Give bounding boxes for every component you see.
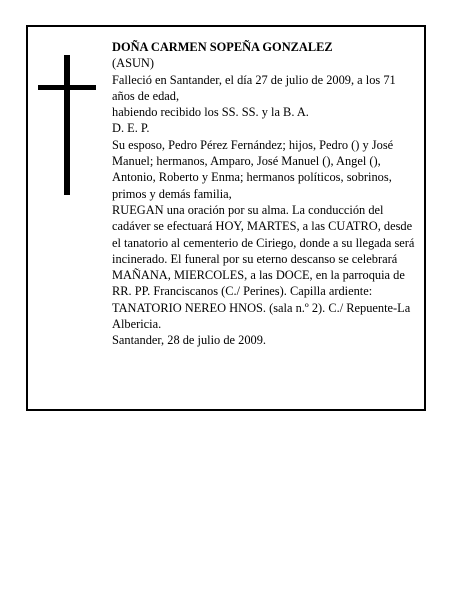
cross-vertical-bar (64, 55, 70, 195)
death-info: Falleció en Santander, el día 27 de julio de 2009, a los 71 años de edad, (112, 72, 396, 103)
cross-horizontal-bar (38, 85, 96, 90)
funeral-announcement: RUEGAN una oración por su alma. La conducción del cadáver se efectuará HOY, MARTES, a las CUATRO, desde el tanatorio al cementerio de Ciriego, donde a su llegada será incinerado. El funeral por su eterno descanso se celebrará MAÑANA, MIERCOLES, a las DOCE, en la parroquia de RR. PP. Franciscanos (C./ Perines). Capilla ardiente: TANATORIO NEREO HNOS. (sala n.º 2). C./ Repuente-La Albericia. (112, 202, 415, 332)
deceased-nickname: (ASUN) (112, 56, 154, 71)
deceased-name: DOÑA CARMEN SOPEÑA GONZALEZ (112, 40, 333, 54)
place-date: Santander, 28 de julio de 2009. (112, 333, 267, 348)
sacraments-line: habiendo recibido los SS. SS. y la B. A. (112, 105, 309, 120)
dep-line: D. E. P. (112, 121, 150, 136)
obituary-text (112, 39, 418, 349)
family-list: Su esposo, Pedro Pérez Fernández; hijos, Pedro () y José Manuel; hermanos, Amparo, José Manuel (), Angel (), Antonio, Roberto y Enma; hermanos políticos, sobrinos, primos y demás familia, (112, 137, 394, 201)
